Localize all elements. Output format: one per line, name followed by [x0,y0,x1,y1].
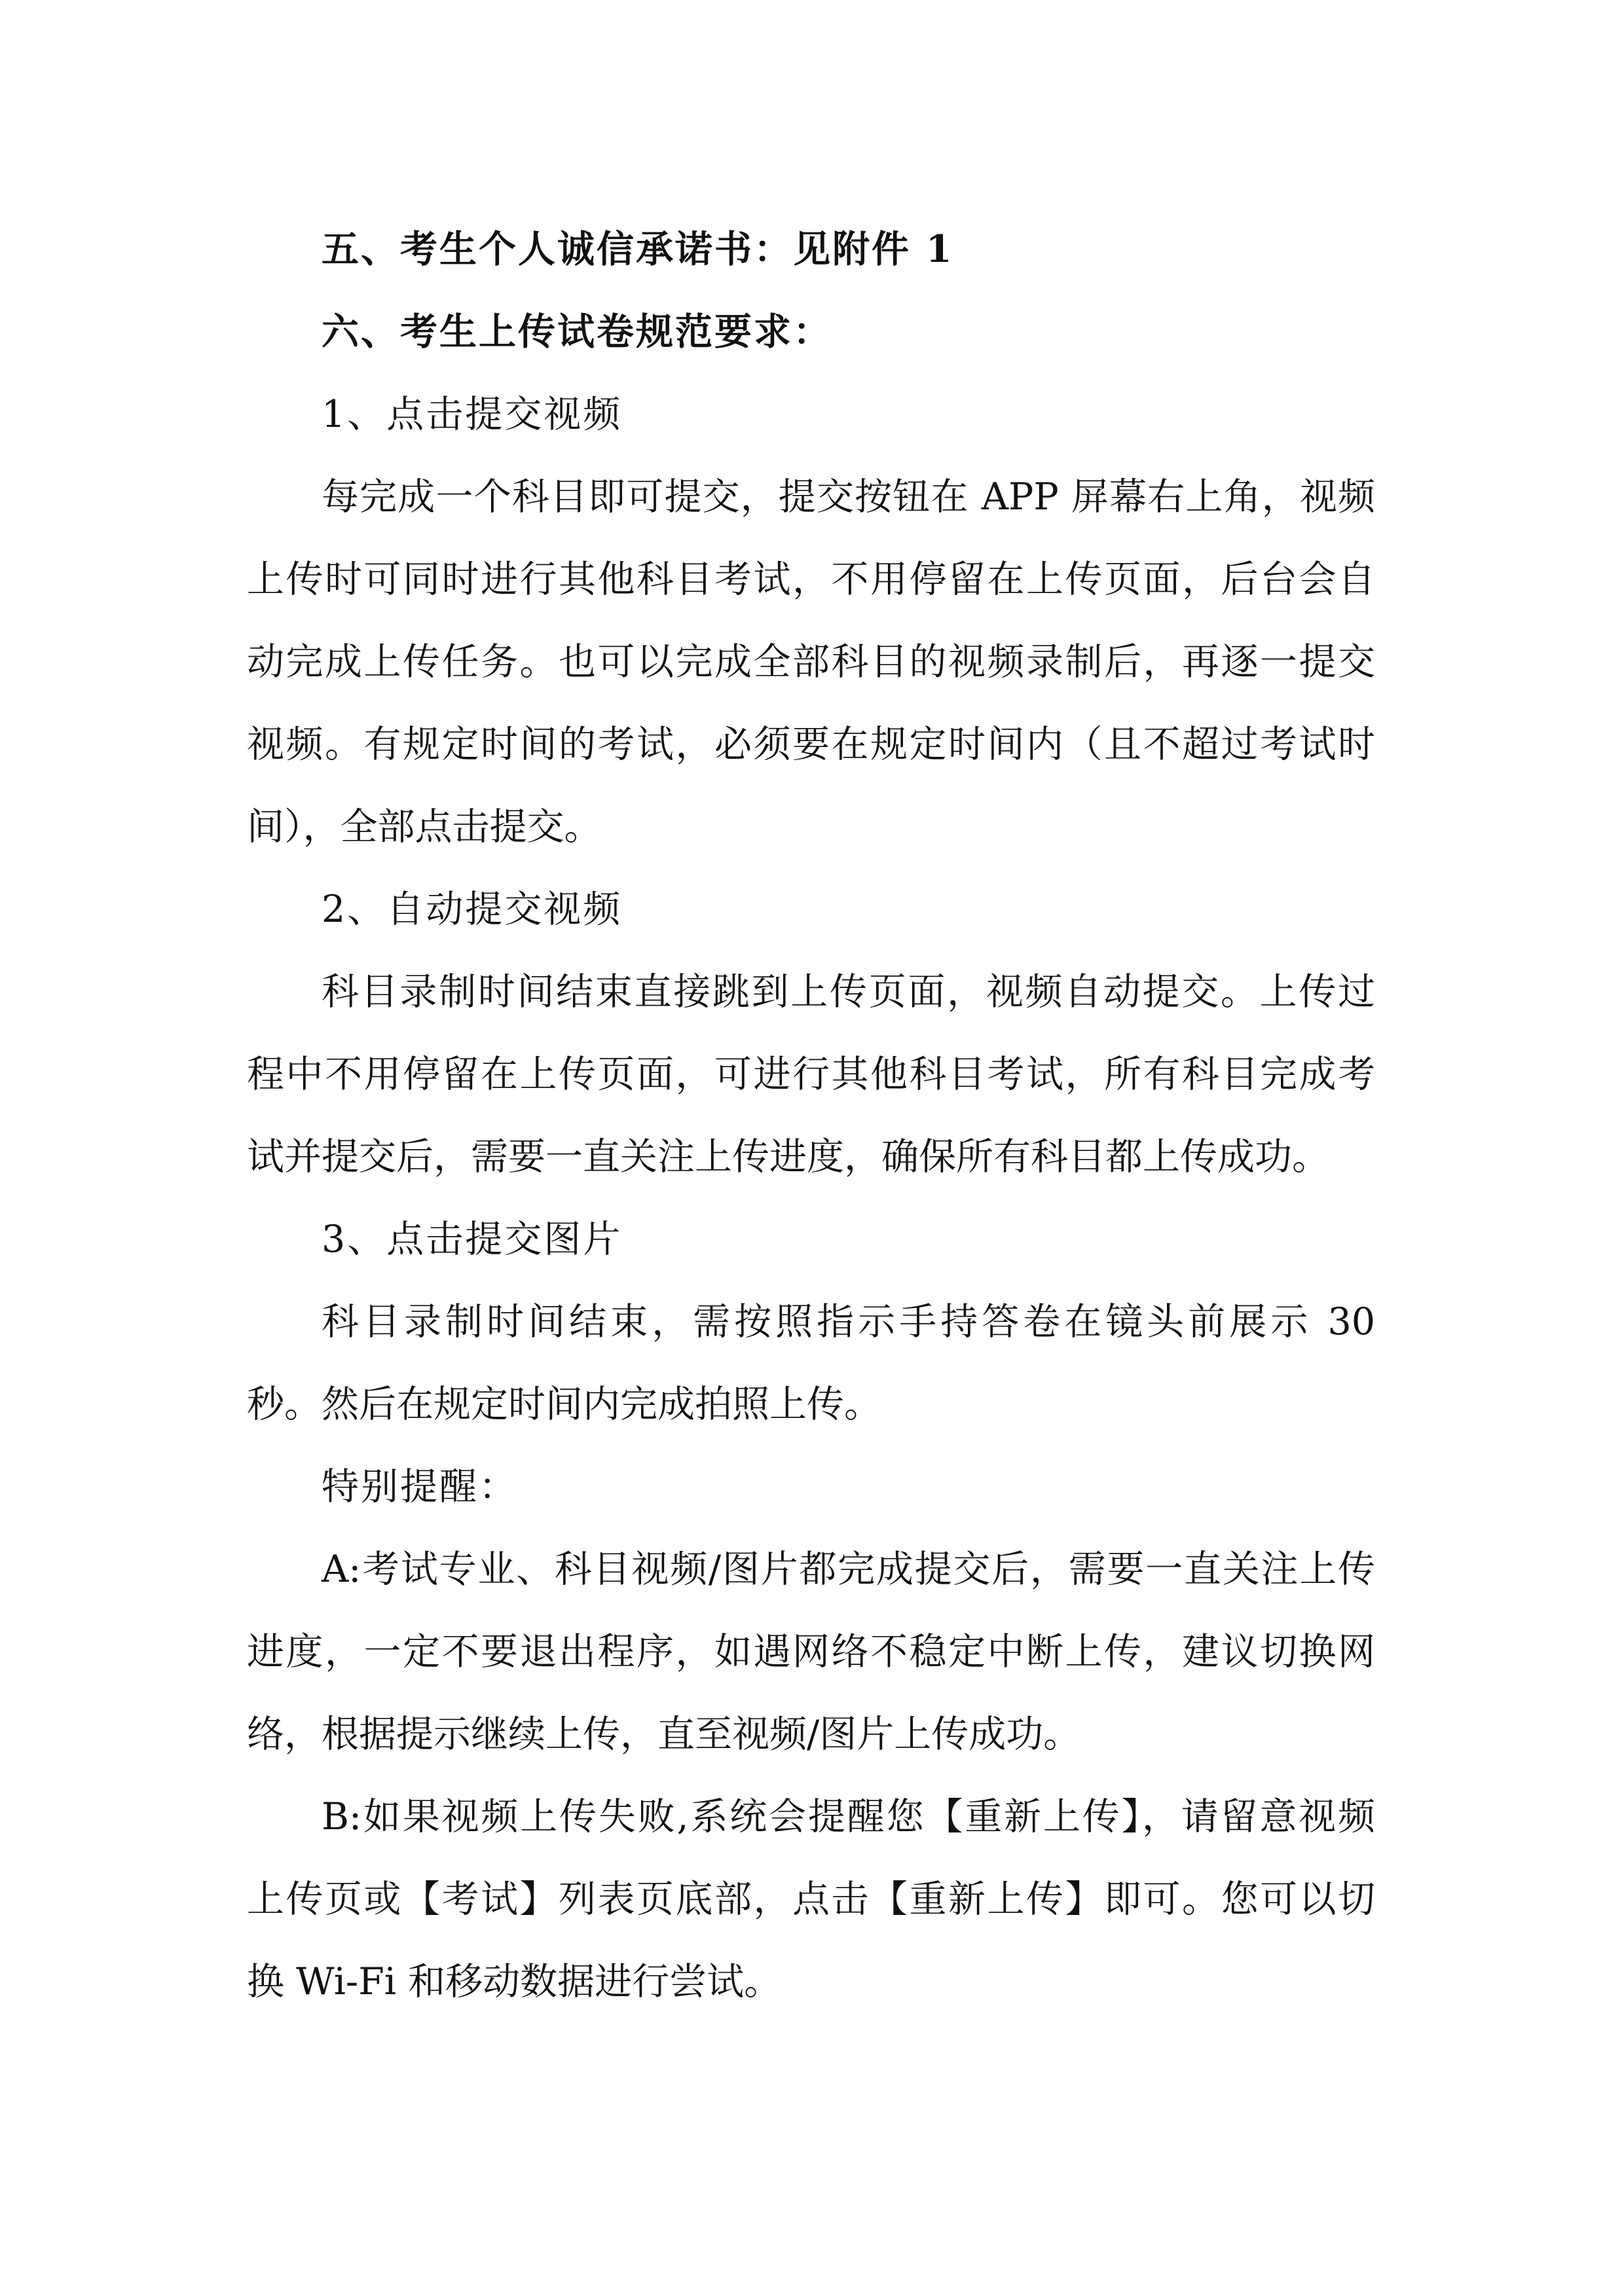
reminder-a-line: 络，根据提示继续上传，直至视频/图片上传成功。 [247,1713,1081,1756]
item2-body-line: 试并提交后，需要一直关注上传进度，确保所有科目都上传成功。 [247,1135,1329,1178]
item1-body-line: 间），全部点击提交。 [247,805,602,848]
document-body [247,208,1375,2023]
reminder-a [247,1528,1375,1776]
item2-body [247,951,1375,1198]
item3-body-line: 科目录制时间结束，需按照指示手持答卷在镜头前展示 30 [322,1300,1375,1343]
item2-title-text: 2、自动提交视频 [322,888,623,931]
item1-body-line: 上传时可同时进行其他科目考试，不用停留在上传页面，后台会自 [247,558,1375,601]
item1-body [247,456,1375,868]
item2-body-line: 科目录制时间结束直接跳到上传页面，视频自动提交。上传过 [322,970,1375,1013]
item2-body-line: 程中不用停留在上传页面，可进行其他科目考试，所有科目完成考 [247,1053,1375,1096]
item1-body-line: 动完成上传任务。也可以完成全部科目的视频录制后，再逐一提交 [247,640,1375,683]
item3-body [247,1281,1375,1446]
section-heading-5 [247,208,1375,291]
item3-title [247,1198,1375,1281]
reminder-b-line: B:如果视频上传失败,系统会提醒您【重新上传】，请留意视频 [322,1795,1375,1838]
section-heading-6 [247,291,1375,373]
reminder-title [247,1446,1375,1528]
section-heading-6-text: 六、考生上传试卷规范要求： [322,310,832,354]
item2-title [247,868,1375,951]
item1-body-line: 视频。有规定时间的考试，必须要在规定时间内（且不超过考试时 [247,723,1375,766]
item1-body-line: 每完成一个科目即可提交，提交按钮在 APP 屏幕右上角，视频 [322,475,1375,519]
item3-body-line: 秒。然后在规定时间内完成拍照上传。 [247,1383,881,1426]
reminder-b-line: 换 Wi-Fi 和移动数据进行尝试。 [247,1960,782,2003]
reminder-a-line: 进度，一定不要退出程序，如遇网络不稳定中断上传，建议切换网 [247,1630,1375,1673]
reminder-title-text: 特别提醒： [322,1465,518,1508]
reminder-a-line: A:考试专业、科目视频/图片都完成提交后，需要一直关注上传 [322,1548,1375,1591]
reminder-b [247,1776,1375,2023]
section-heading-5-text: 五、考生个人诚信承诺书：见附件 1 [322,227,954,271]
item1-title [247,373,1375,456]
item1-title-text: 1、点击提交视频 [322,393,623,436]
reminder-b-line: 上传页或【考试】列表页底部，点击【重新上传】即可。您可以切 [247,1878,1375,1921]
item3-title-text: 3、点击提交图片 [322,1218,623,1261]
